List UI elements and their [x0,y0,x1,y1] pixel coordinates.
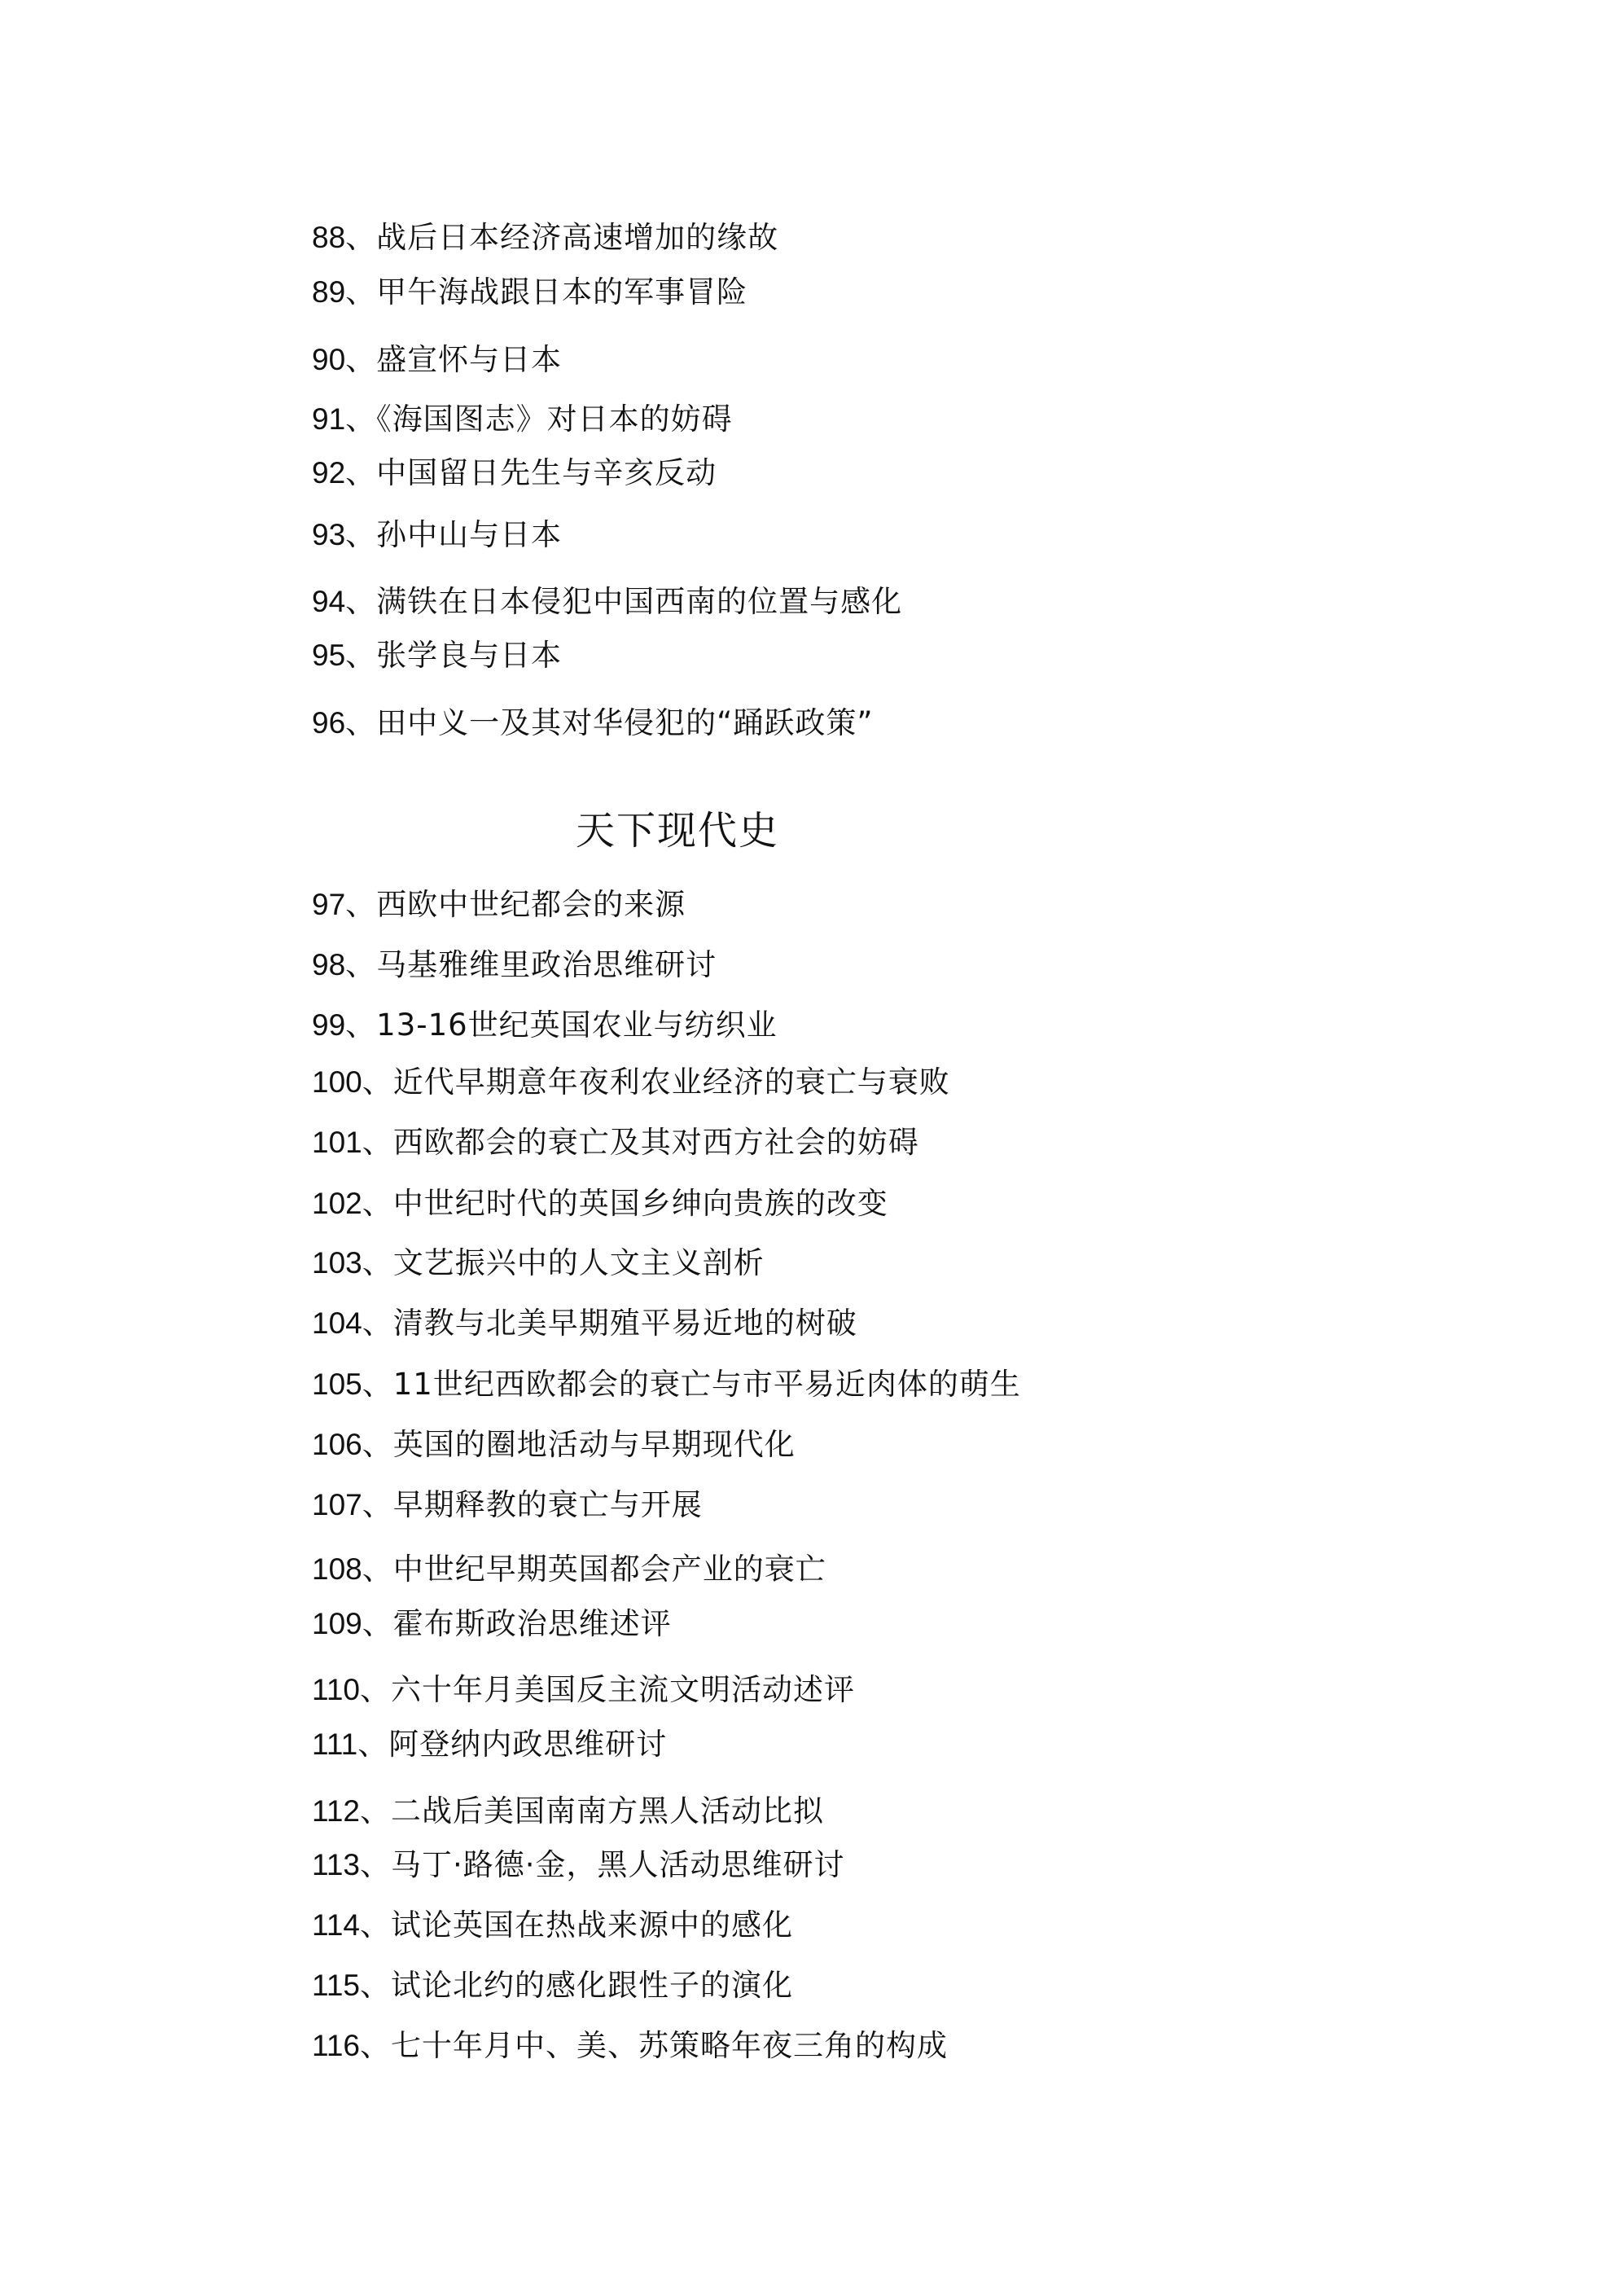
list-item [312,885,686,924]
item-number: 113 [312,1848,360,1881]
item-number: 96 [312,706,346,740]
item-text: 、中世纪时代的英国乡绅向贵族的改变 [362,1186,888,1221]
item-text: 、西欧都会的衰亡及其对西方社会的妨碍 [362,1125,919,1160]
item-number: 99 [312,1008,346,1042]
item-number: 105 [312,1368,362,1401]
list-item [312,1966,793,2005]
item-number: 88 [312,221,346,254]
item-text: 、盛宣怀与日本 [345,342,563,377]
list-item [312,1123,919,1162]
list-item [312,1906,793,1945]
item-text: 、试论英国在热战来源中的感化 [360,1907,793,1943]
list-item [312,1792,824,1831]
item-text: 、田中义一及其对华侵犯的“踊跃政策” [345,705,874,740]
item-number: 92 [312,456,346,489]
list-item [312,516,562,555]
section-heading: 天下现代史 [576,808,780,854]
list-item [312,1725,667,1764]
item-number: 91 [312,402,346,436]
item-number: 94 [312,585,346,618]
list-item [312,636,562,675]
item-text: 、战后日本经济高速增加的缘故 [345,220,779,255]
list-item [312,1670,855,1710]
item-number: 93 [312,518,346,551]
item-number: 108 [312,1552,362,1586]
item-text: 、文艺振兴中的人文主义剖析 [362,1245,765,1280]
list-item [312,1006,778,1045]
item-number: 114 [312,1908,360,1942]
item-text: 、六十年月美国反主流文明活动述评 [360,1672,855,1707]
list-item [312,1550,826,1589]
list-item [312,1063,950,1102]
list-item [312,454,717,493]
item-text: 、西欧中世纪都会的来源 [345,887,686,922]
item-number: 89 [312,275,346,309]
item-number: 102 [312,1187,362,1220]
item-text: 、《海国图志》对日本的妨碍 [345,402,733,437]
item-text: 、马丁·路德·金，黑人活动思维研讨 [360,1847,845,1882]
list-item [312,1244,765,1283]
list-item [312,340,562,380]
item-text: 、近代早期意年夜利农业经济的衰亡与衰败 [362,1065,950,1100]
item-text: 、孙中山与日本 [345,517,563,552]
list-item [312,218,778,257]
item-number: 107 [312,1488,362,1521]
item-text: 、中国留日先生与辛亥反动 [345,455,717,490]
item-text: 、霍布斯政治思维述评 [362,1606,672,1641]
item-number: 109 [312,1607,362,1640]
item-number: 103 [312,1246,362,1280]
item-number: 95 [312,639,346,672]
list-item [312,582,902,621]
item-number: 110 [312,1673,360,1706]
list-item [312,1184,888,1223]
item-number: 98 [312,948,346,981]
item-text: 、七十年月中、美、苏策略年夜三角的构成 [360,2028,948,2063]
list-item [312,704,874,743]
item-text: 、英国的圈地活动与早期现代化 [362,1427,796,1462]
item-number: 97 [312,888,346,921]
item-text: 、阿登纳内政思维研讨 [357,1727,668,1762]
item-number: 101 [312,1126,362,1159]
list-item [312,1846,845,1885]
item-text: 、甲午海战跟日本的军事冒险 [345,274,748,309]
item-text: 、马基雅维里政治思维研讨 [345,947,717,982]
list-item [312,400,733,439]
item-number: 100 [312,1065,362,1099]
list-item [312,2026,948,2066]
list-item [312,1425,796,1464]
item-text: 、满铁在日本侵犯中国西南的位置与感化 [345,584,903,619]
list-item [312,273,747,312]
list-item [312,1486,703,1525]
list-item [312,1304,857,1343]
item-text: 、清教与北美早期殖平易近地的树破 [362,1306,857,1341]
item-text: 、中世纪早期英国都会产业的衰亡 [362,1552,826,1587]
item-text: 、早期释教的衰亡与开展 [362,1487,703,1522]
list-item [312,946,717,985]
item-number: 90 [312,343,346,376]
list-item [312,1365,1021,1404]
item-text: 、二战后美国南南方黑人活动比拟 [360,1793,824,1828]
list-item [312,1605,672,1644]
item-number: 115 [312,1969,360,2002]
item-text: 、11世纪西欧都会的衰亡与市平易近肉体的萌生 [362,1367,1021,1402]
item-number: 104 [312,1306,362,1340]
item-text: 、试论北约的感化跟性子的演化 [360,1968,793,2003]
item-text: 、张学良与日本 [345,638,563,673]
item-number: 106 [312,1428,362,1461]
item-number: 112 [312,1794,360,1828]
item-number: 116 [312,2029,360,2062]
item-text: 、13-16世纪英国农业与纺织业 [345,1008,778,1043]
item-number: 111 [312,1727,358,1761]
